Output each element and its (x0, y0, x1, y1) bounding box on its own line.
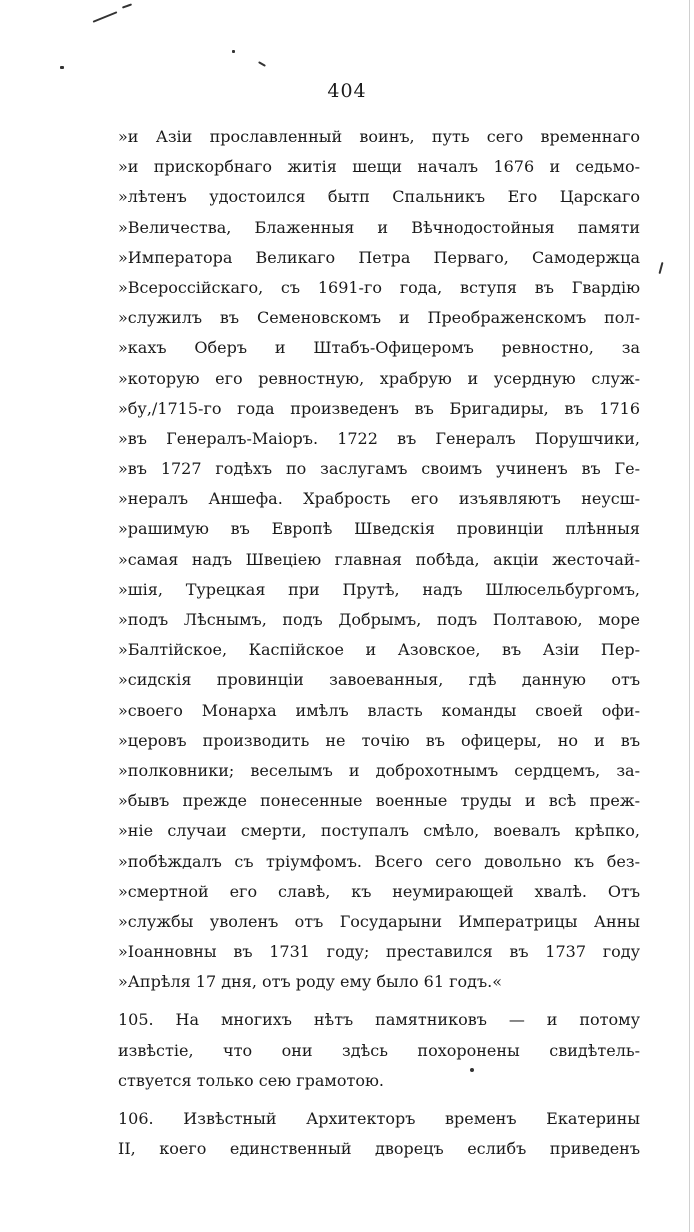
scan-mark (232, 50, 235, 53)
scan-mark (258, 61, 266, 67)
text-line: »и прискорбнаго житія шещи началъ 1676 и седьмо- (118, 157, 640, 177)
text-line: »Апрѣля 17 дня, отъ роду ему было 61 годъ.« (118, 972, 503, 992)
text-line: »въ Генералъ-Маіоръ. 1722 въ Генералъ Порушчики, (118, 428, 640, 448)
text-line: »самая надъ Швеціею главная побѣда, акціи жесточай- (118, 549, 640, 569)
scan-mark (93, 11, 118, 23)
text-line: »шія, Турецкая при Прутѣ, надъ Шлюсельбургомъ, (118, 579, 640, 599)
text-line: »нералъ Аншефа. Храбрость его изъявляютъ неусш- (118, 489, 640, 509)
text-line: »службы уволенъ отъ Государыни Императрицы Анны (118, 911, 640, 931)
text-line: »побѣждалъ съ тріумфомъ. Всего сего довольно къ без- (118, 851, 640, 871)
text-line: »Императора Великаго Петра Перваго, Самодержца (118, 247, 640, 267)
paragraph-105-line: 105. На многихъ нѣтъ памятниковъ — и потому (118, 1010, 640, 1030)
page-edge (689, 0, 690, 1232)
text-line: »въ 1727 годѣхъ по заслугамъ своимъ учиненъ въ Ге- (118, 459, 640, 479)
paragraph-106-line: 106. Извѣстный Архитекторъ временъ Екатерины (118, 1109, 640, 1128)
text-line: »бывъ прежде понесенные военные труды и всѣ преж- (118, 791, 640, 811)
page-number: 404 (327, 80, 367, 102)
text-line: »Всероссійскаго, съ 1691-го года, вступя въ Гвардію (118, 277, 640, 297)
text-line: »смертной его славѣ, къ неумирающей хвалѣ. Отъ (118, 881, 640, 901)
paragraph-gap (118, 1096, 640, 1104)
scan-mark (658, 262, 663, 274)
text-line: »рашимую въ Европѣ Шведскія провинціи плѣнныя (118, 519, 640, 539)
text-line: »служилъ въ Семеновскомъ и Преображенскомъ пол- (118, 308, 640, 328)
text-line: »ніе случаи смерти, поступалъ смѣло, воевалъ крѣпко, (118, 821, 640, 841)
text-line: »Іоанновны въ 1731 году; преставился въ 1737 году (118, 942, 640, 962)
text-line: »Величества, Блаженныя и Вѣчнодостойныя памяти (118, 217, 640, 237)
text-line: »бу,/1715-го года произведенъ въ Бригадиры, въ 1716 (118, 398, 640, 418)
text-line: »сидскія провинціи завоеванныя, гдѣ данную отъ (118, 670, 640, 690)
text-line: »лѣтенъ удостоился бытп Спальникъ Его Царскаго (118, 187, 640, 207)
text-line: »Балтійское, Каспійское и Азовское, въ Азіи Пер- (118, 640, 640, 660)
paragraph-105-line: извѣстіе, что они здѣсь похоронены свидѣтель- (118, 1040, 640, 1060)
scan-mark (60, 66, 64, 69)
text-line: »кахъ Оберъ и Штабъ-Офицеромъ ревностно, за (118, 338, 640, 358)
paragraph-105-line: ствуется только сею грамотою. (118, 1070, 384, 1090)
scan-mark (122, 3, 132, 8)
text-line: »церовъ производить не точію въ офицеры, но и въ (118, 730, 640, 750)
text-line: »подъ Лѣснымъ, подъ Добрымъ, подъ Полтавою, море (118, 610, 640, 629)
paragraph-gap (118, 997, 640, 1005)
text-line: »и Азіи прославленный воинъ, путь сего временнаго (118, 127, 640, 146)
page-body (118, 122, 640, 1164)
text-line: »своего Монарха имѣлъ власть команды своей офи- (118, 700, 640, 720)
text-line: »полковники; веселымъ и доброхотнымъ сердцемъ, за- (118, 760, 640, 780)
text-line: »которую его ревностную, храбрую и усердную служ- (118, 368, 640, 388)
paragraph-106-line: II, коего единственный дворецъ еслибъ приведенъ (118, 1139, 640, 1159)
